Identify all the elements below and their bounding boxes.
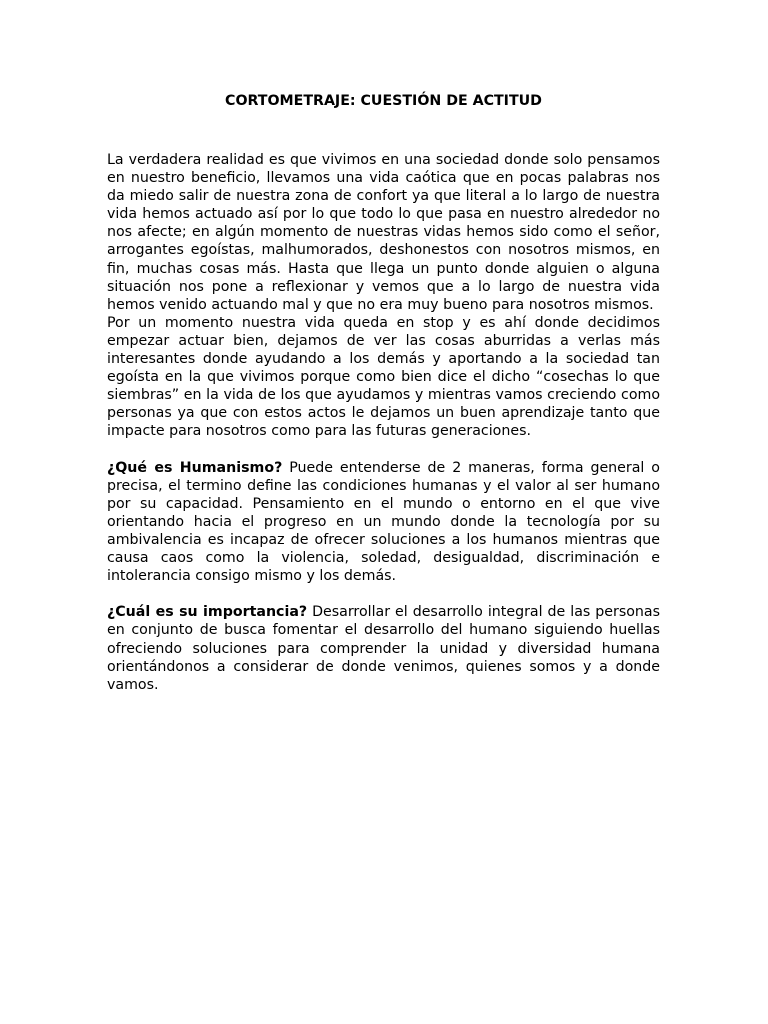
document-body bbox=[107, 151, 660, 694]
paragraph-importance bbox=[107, 603, 660, 693]
answer-humanism: Puede entenderse de 2 maneras, forma general o precisa, el termino define las condiciones humanas y el valor al ser humano por su capacidad. Pensamiento en el mundo o entorno en el que vive orientando hacia el progreso en un mundo donde la tecnología por su ambivalencia es incapaz de ofrecer soluciones a los humanos mientras que causa caos como la violencia, soledad, desigualdad, discriminación e intolerancia consigo mismo y los demás. bbox=[107, 459, 660, 585]
paragraph-change: Por un momento nuestra vida queda en stop y es ahí donde decidimos empezar actuar bien, dejamos de ver las cosas aburridas a verlas más interesantes donde ayudando a los demás y aportando a la sociedad tan egoísta en la que vivimos porque como bien dice el dicho “cosechas lo que siembras” en la vida de los que ayudamos y mientras vamos creciendo como personas ya que con estos actos le dejamos un buen aprendizaje tanto que impacte para nosotros como para las futuras generaciones. bbox=[107, 314, 660, 440]
document-title: CORTOMETRAJE: CUESTIÓN DE ACTITUD bbox=[225, 93, 542, 109]
question-importance: ¿Cuál es su importancia? bbox=[107, 604, 308, 621]
question-humanism: ¿Qué es Humanismo? bbox=[107, 459, 283, 476]
paragraph-humanism bbox=[107, 459, 660, 586]
answer-importance: Desarrollar el desarrollo integral de las personas en conjunto de busca fomentar el desarrollo del humano siguiendo huellas ofreciendo soluciones para comprender la unidad y diversidad humana orientándonos a considerar de donde venimos, quienes somos y a donde vamos. bbox=[107, 604, 660, 693]
paragraph-reality: La verdadera realidad es que vivimos en una sociedad donde solo pensamos en nuestro beneficio, llevamos una vida caótica que en pocas palabras nos da miedo salir de nuestra zona de confort ya que literal a lo largo de nuestra vida hemos actuado así por lo que todo lo que pasa en nuestro alrededor no nos afecte; en algún momento de nuestras vidas hemos sido como el señor, arrogantes egoístas, malhumorados, deshonestos con nosotros mismos, en fin, muchas cosas más. Hasta que llega un punto donde alguien o alguna situación nos pone a reflexionar y vemos que a lo largo de nuestra vida hemos venido actuando mal y que no era muy bueno para nosotros mismos. bbox=[107, 152, 660, 313]
